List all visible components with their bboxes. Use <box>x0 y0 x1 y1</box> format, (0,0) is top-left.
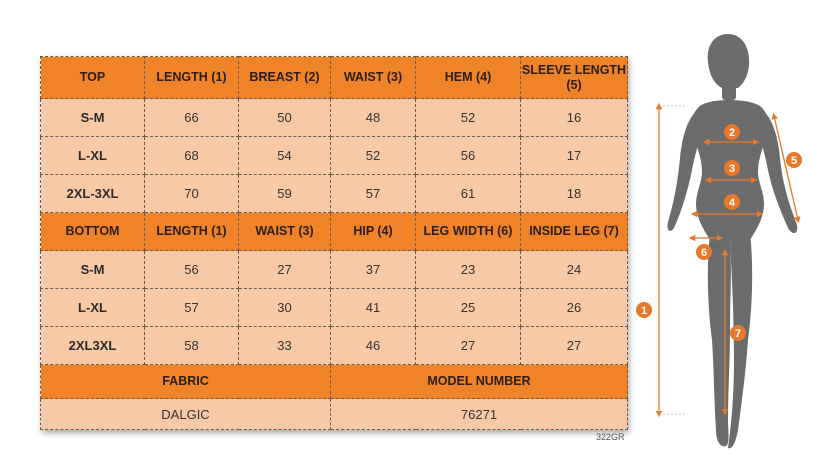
marker-2-label: 2 <box>728 127 736 139</box>
table-cell: 24 <box>521 251 628 289</box>
table-row <box>41 137 628 175</box>
size-label: L-XL <box>41 137 145 175</box>
table-cell: 57 <box>145 289 239 327</box>
top-header-category: TOP <box>41 57 145 99</box>
table-cell: 27 <box>416 327 521 365</box>
table-cell: 46 <box>331 327 416 365</box>
table-row <box>41 289 628 327</box>
bottom-header-leg-width: LEG WIDTH (6) <box>416 213 521 251</box>
table-cell: 41 <box>331 289 416 327</box>
table-row <box>41 327 628 365</box>
table-cell: 54 <box>239 137 331 175</box>
table-cell: 61 <box>416 175 521 213</box>
top-header-hem: HEM (4) <box>416 57 521 99</box>
table-cell: 27 <box>521 327 628 365</box>
bottom-header-length: LENGTH (1) <box>145 213 239 251</box>
size-label: S-M <box>41 99 145 137</box>
table-cell: 16 <box>521 99 628 137</box>
size-chart <box>40 56 627 430</box>
table-row <box>41 99 628 137</box>
table-cell: 58 <box>145 327 239 365</box>
table-cell: 57 <box>331 175 416 213</box>
bottom-header-category: BOTTOM <box>41 213 145 251</box>
footer-header-row <box>41 365 628 399</box>
table-cell: 33 <box>239 327 331 365</box>
table-cell: 68 <box>145 137 239 175</box>
bottom-header-hip: HIP (4) <box>331 213 416 251</box>
table-cell: 70 <box>145 175 239 213</box>
table-cell: 17 <box>521 137 628 175</box>
size-table <box>40 56 628 430</box>
table-row <box>41 175 628 213</box>
size-label: L-XL <box>41 289 145 327</box>
table-cell: 56 <box>416 137 521 175</box>
model-number-value: 76271 <box>331 399 628 430</box>
table-cell: 37 <box>331 251 416 289</box>
body-measurement-figure <box>630 20 840 467</box>
top-header-length: LENGTH (1) <box>145 57 239 99</box>
fabric-value: DALGIC <box>41 399 331 430</box>
marker-4-label: 4 <box>728 197 736 209</box>
size-label: 2XL3XL <box>41 327 145 365</box>
bottom-header-row <box>41 213 628 251</box>
size-label: S-M <box>41 251 145 289</box>
table-cell: 26 <box>521 289 628 327</box>
table-cell: 25 <box>416 289 521 327</box>
table-cell: 48 <box>331 99 416 137</box>
marker-7-label: 7 <box>734 328 742 340</box>
table-row <box>41 251 628 289</box>
table-cell: 52 <box>416 99 521 137</box>
bottom-header-waist: WAIST (3) <box>239 213 331 251</box>
silhouette-svg <box>630 20 840 467</box>
table-cell: 52 <box>331 137 416 175</box>
top-header-breast: BREAST (2) <box>239 57 331 99</box>
table-cell: 30 <box>239 289 331 327</box>
table-cell: 23 <box>416 251 521 289</box>
product-code: 322GR <box>596 432 625 442</box>
top-header-row <box>41 57 628 99</box>
table-cell: 27 <box>239 251 331 289</box>
marker-6-label: 6 <box>700 247 708 259</box>
marker-5-label: 5 <box>790 155 798 167</box>
size-label: 2XL-3XL <box>41 175 145 213</box>
table-cell: 66 <box>145 99 239 137</box>
body-silhouette-icon <box>667 34 797 448</box>
model-number-header: MODEL NUMBER <box>331 365 628 399</box>
bottom-header-inside-leg: INSIDE LEG (7) <box>521 213 628 251</box>
top-header-sleeve-length: SLEEVE LENGTH (5) <box>521 57 628 99</box>
fabric-header: FABRIC <box>41 365 331 399</box>
top-header-waist: WAIST (3) <box>331 57 416 99</box>
table-cell: 59 <box>239 175 331 213</box>
marker-1-label: 1 <box>640 305 648 317</box>
table-cell: 18 <box>521 175 628 213</box>
footer-value-row <box>41 399 628 430</box>
table-cell: 56 <box>145 251 239 289</box>
table-cell: 50 <box>239 99 331 137</box>
marker-3-label: 3 <box>728 163 736 175</box>
